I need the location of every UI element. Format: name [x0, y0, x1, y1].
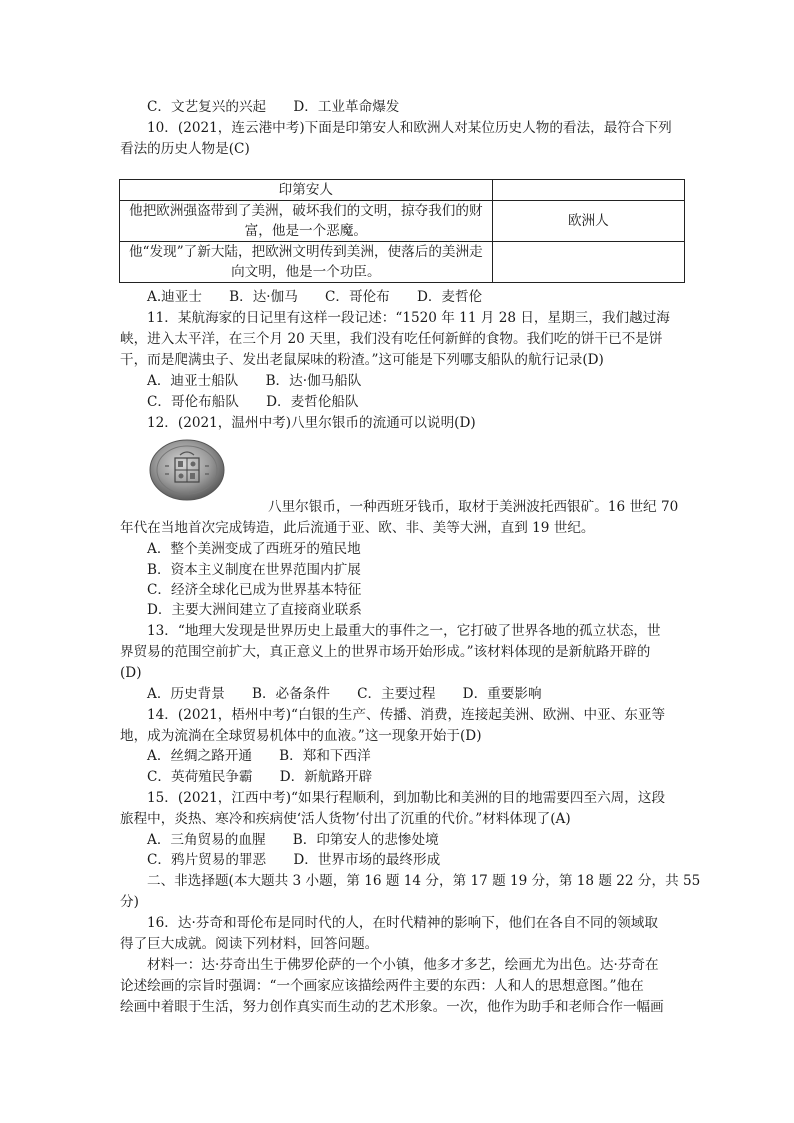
material1-line2: 论述绘画的宗旨时强调：“一个画家应该描绘两件主要的东西：人和人的思想意图。”他在 — [120, 978, 644, 994]
q16-stem-line1: 16．达·芬奇和哥伦布是同时代的人，在时代精神的影响下，他们在各自不同的领域取 — [147, 915, 658, 931]
table-row2-text: 他“发现”了新大陆，把欧洲文明传到美洲，使落后的美洲走向文明，他是一个功臣。 — [120, 242, 493, 283]
q13-answer: (D) — [120, 665, 142, 681]
section-2-heading: 二、非选择题(本大题共 3 小题，第 16 题 14 分，第 17 题 19 分，第 18 题 22 分，共 55 — [147, 873, 701, 889]
q11-options-cd: C．哥伦布船队 D．麦哲伦船队 — [147, 394, 359, 410]
q11-stem-line3: 干，而是爬满虫子、发出老鼠屎味的粉渣。”这可能是下列哪支船队的航行记录(D) — [120, 352, 604, 368]
q11-options-ab: A．迪亚士船队 B．达·伽马船队 — [147, 373, 362, 389]
q12-stem: 12．(2021，温州中考)八里尔银币的流通可以说明(D) — [147, 415, 476, 431]
q12-option-a: A．整个美洲变成了西班牙的殖民地 — [147, 541, 361, 557]
table-row1-text: 他把欧洲强盗带到了美洲，破坏我们的文明，掠夺我们的财富，他是一个恶魔。 — [120, 201, 493, 242]
q10-stem-line2: 看法的历史人物是(C) — [120, 141, 250, 157]
table-header-empty — [492, 180, 684, 201]
q10-stem-line1: 10．(2021，连云港中考)下面是印第安人和欧洲人对某位历史人物的看法，最符合下列 — [147, 120, 672, 136]
q14-stem-line1: 14．(2021，梧州中考)“白银的生产、传播、消费，连接起美洲、欧洲、中亚、东亚等 — [147, 707, 666, 723]
silver-coin-image — [147, 438, 227, 502]
q12-material-line1: 八里尔银币，一种西班牙钱币，取材于美洲波托西银矿。16 世纪 70 — [268, 499, 679, 515]
q10-options: A.迪亚士 B．达·伽马 C．哥伦布 D．麦哲伦 — [147, 289, 483, 305]
q11-stem-line1: 11．某航海家的日记里有这样一段记述：“1520 年 11 月 28 日，星期三，我们越过海 — [147, 310, 670, 326]
table-europeans-label: 欧洲人 — [492, 201, 684, 242]
table-row2-empty — [492, 242, 684, 283]
q12-option-d: D．主要大洲间建立了直接商业联系 — [147, 602, 362, 618]
q12-option-c: C．经济全球化已成为世界基本特征 — [147, 582, 362, 598]
q15-options-ab: A．三角贸易的血腥 B．印第安人的悲惨处境 — [147, 832, 439, 848]
q13-stem-line2: 界贸易的范围空前扩大，真正意义上的世界市场开始形成。”该材料体现的是新航路开辟的 — [120, 644, 651, 660]
q13-options: A．历史背景 B．必备条件 C．主要过程 D．重要影响 — [147, 686, 542, 702]
q14-stem-line2: 地，成为流淌在全球贸易机体中的血液。”这一现象开始于(D) — [120, 728, 482, 744]
q9-options-cd: C．文艺复兴的兴起 D．工业革命爆发 — [147, 99, 400, 115]
material1-line3: 绘画中着眼于生活，努力创作真实而生动的艺术形象。一次，他作为助手和老师合作一幅画 — [120, 999, 664, 1015]
q13-stem-line1: 13．“地理大发现是世界历史上最重大的事件之一，它打破了世界各地的孤立状态，世 — [147, 623, 661, 639]
table-header-indians: 印第安人 — [120, 180, 493, 201]
section-2-heading-cont: 分) — [120, 894, 139, 910]
q12-material-line2: 年代在当地首次完成铸造，此后流通于亚、欧、非、美等大洲，直到 19 世纪。 — [120, 520, 595, 536]
q12-option-b: B．资本主义制度在世界范围内扩展 — [147, 562, 361, 578]
q15-options-cd: C．鸦片贸易的罪恶 D．世界市场的最终形成 — [147, 852, 441, 868]
q11-stem-line2: 峡，进入太平洋，在三个月 20 天里，我们没有吃任何新鲜的食物。我们吃的饼干已不是饼 — [120, 331, 663, 347]
q15-stem-line2: 旅程中，炎热、寒冷和疾病使‘活人货物’付出了沉重的代价。”材料体现了(A) — [120, 811, 571, 827]
q16-stem-line2: 得了巨大成就。阅读下列材料，回答问题。 — [120, 936, 379, 952]
q14-options-cd: C．英荷殖民争霸 D．新航路开辟 — [147, 769, 373, 785]
material1-line1: 材料一：达·芬奇出生于佛罗伦萨的一个小镇，他多才多艺，绘画尤为出色。达·芬奇在 — [147, 957, 659, 973]
q15-stem-line1: 15．(2021，江西中考)“如果行程顺利，到加勒比和美洲的目的地需要四至六周，这段 — [147, 790, 666, 806]
q14-options-ab: A．丝绸之路开通 B．郑和下西洋 — [147, 748, 371, 764]
q10-table — [119, 179, 685, 283]
